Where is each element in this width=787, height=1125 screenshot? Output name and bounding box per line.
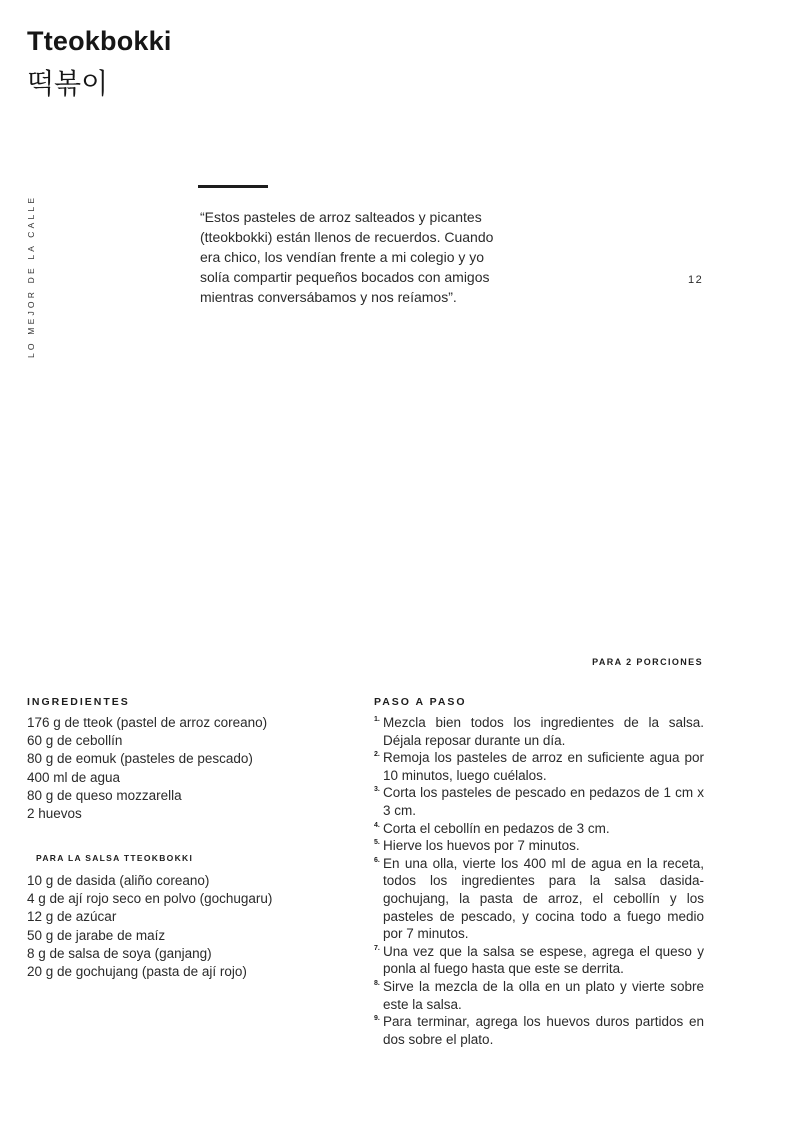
- step-item: [374, 820, 704, 838]
- sauce-ingredient-item: 4 g de ají rojo seco en polvo (gochugaru): [27, 891, 273, 907]
- step-number: 9.: [374, 1015, 380, 1023]
- step-number: 5.: [374, 839, 380, 847]
- step-text: Remoja los pasteles de arroz en suficiente agua por 10 minutos, luego cuélalos.: [383, 750, 704, 783]
- step-number: 1.: [374, 716, 380, 723]
- step-item: [374, 784, 704, 819]
- sauce-ingredient-item: 8 g de salsa de soya (ganjang): [27, 945, 212, 961]
- page-number: 12: [688, 274, 704, 286]
- step-text: Mezcla bien todos los ingredientes de la salsa. Déjala reposar durante un día.: [383, 715, 704, 748]
- ingredient-item: 2 huevos: [27, 806, 82, 822]
- ingredient-item: 400 ml de agua: [27, 769, 121, 785]
- sauce-ingredient-item: 50 g de jarabe de maíz: [27, 927, 166, 943]
- step-text: Corta el cebollín en pedazos de 3 cm.: [383, 820, 610, 836]
- section-label: LO MEJOR DE LA CALLE: [26, 194, 36, 358]
- step-number: 3.: [374, 786, 380, 794]
- step-number: 6.: [374, 856, 380, 864]
- recipe-title-korean: 떡볶이: [27, 67, 109, 100]
- step-number: 4.: [374, 821, 380, 829]
- servings-label: PARA 2 PORCIONES: [592, 657, 703, 667]
- step-item: [374, 837, 704, 855]
- step-number: 7.: [374, 944, 380, 952]
- ingredient-item: 176 g de tteok (pastel de arroz coreano): [27, 715, 268, 730]
- steps-heading: PASO A PASO: [374, 696, 467, 708]
- step-text: Sirve la mezcla de la olla en un plato y vierte sobre este la salsa.: [383, 978, 704, 1012]
- step-item: [374, 978, 704, 1013]
- quote-divider: [198, 185, 268, 188]
- ingredients-list: [27, 714, 267, 823]
- step-item: [374, 714, 704, 749]
- step-text: Una vez que la salsa se espese, agrega el queso y ponla al fuego hasta que este se derrita.: [383, 943, 704, 977]
- step-text: En una olla, vierte los 400 ml de agua en la receta, todos los ingredientes para la salsa dasida-gochujang, la pasta de arroz, el cebollín y los pasteles de pescado, y cocina todo a fuego medio por 7 minutos.: [383, 855, 704, 942]
- step-item: [374, 1013, 704, 1048]
- step-number: 2.: [374, 751, 380, 759]
- recipe-title: Tteokbokki: [27, 26, 172, 56]
- ingredient-item: 80 g de queso mozzarella: [27, 787, 182, 803]
- step-text: Hierve los huevos por 7 minutos.: [383, 838, 580, 854]
- step-text: Corta los pasteles de pescado en pedazos de 1 cm x 3 cm.: [383, 785, 704, 818]
- step-item: [374, 749, 704, 784]
- step-text: Para terminar, agrega los huevos duros partidos en dos sobre el plato.: [383, 1014, 704, 1047]
- ingredient-item: 80 g de eomuk (pasteles de pescado): [27, 751, 253, 767]
- sauce-ingredients-list: [27, 872, 272, 981]
- ingredient-item: 60 g de cebollín: [27, 733, 123, 749]
- step-item: [374, 943, 704, 978]
- sauce-ingredient-item: 10 g de dasida (aliño coreano): [27, 873, 210, 888]
- step-number: 8.: [374, 979, 380, 987]
- sauce-ingredient-item: 20 g de gochujang (pasta de ají rojo): [27, 964, 247, 980]
- ingredients-heading: INGREDIENTES: [27, 696, 130, 708]
- step-item: [374, 855, 704, 943]
- sauce-heading: PARA LA SALSA TTEOKBOKKI: [36, 853, 194, 863]
- sauce-ingredient-item: 12 g de azúcar: [27, 909, 117, 925]
- steps-list: [374, 714, 704, 1048]
- intro-quote: “Estos pasteles de arroz salteados y picantes (tteokbokki) están llenos de recuerdos. Cuando era chico, los vendían frente a mi colegio y yo solía compartir pequeños bocados con amigos mientras conversábamos y nos reíamos”.: [200, 209, 494, 305]
